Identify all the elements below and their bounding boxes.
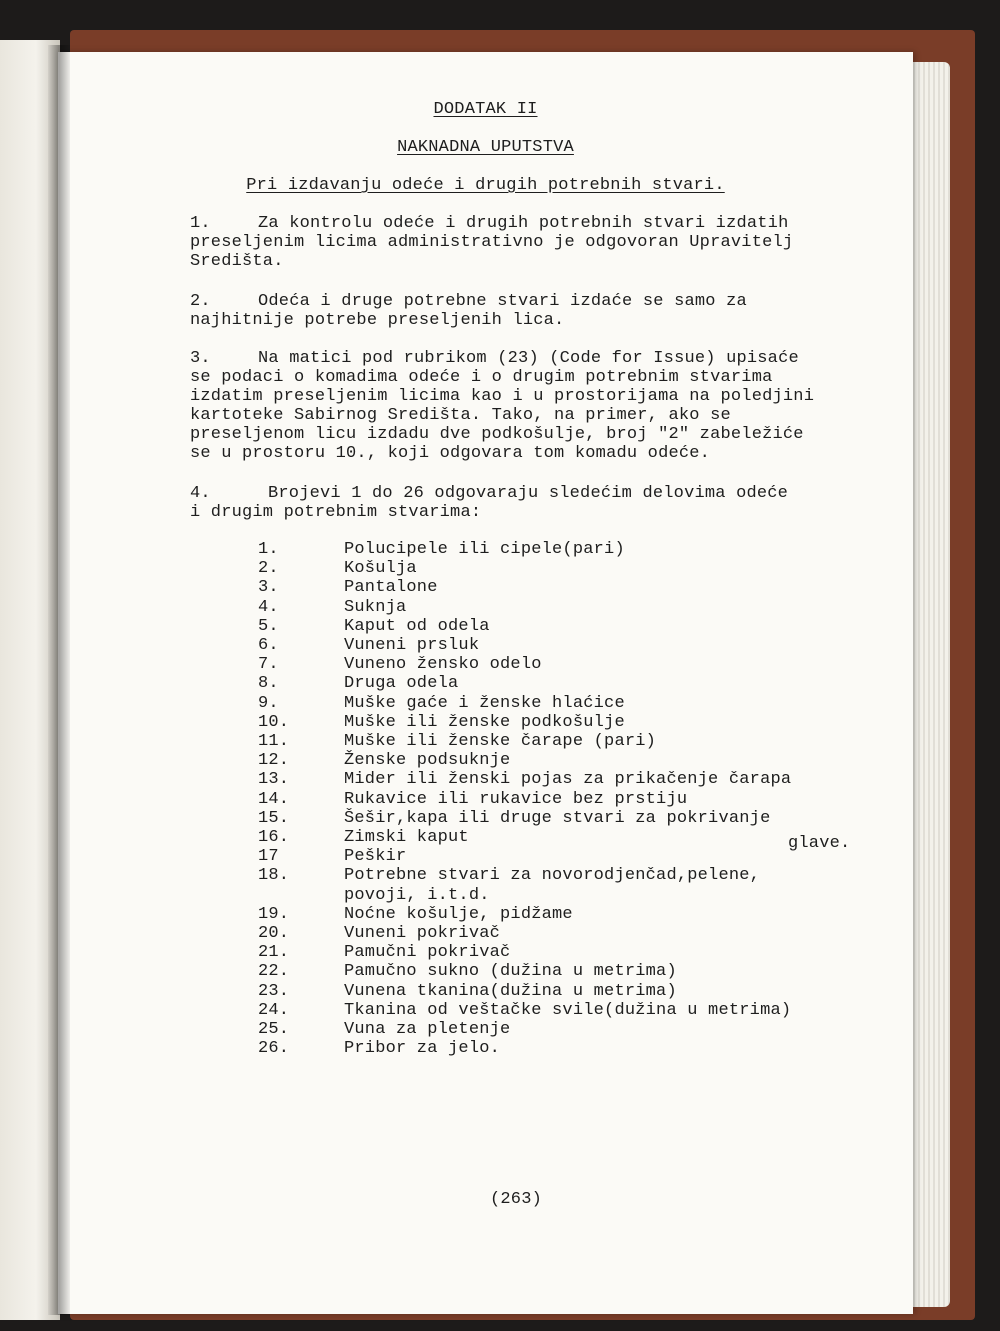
item-number: 13.	[258, 770, 290, 789]
item-number: 6.	[258, 636, 279, 655]
item-text: Peškir	[344, 847, 407, 866]
appendix-heading: DODATAK II	[433, 100, 538, 119]
paragraph-line: se podaci o komadima odeće i o drugim potrebnim stvarima	[190, 368, 773, 387]
item-number: 4.	[258, 598, 279, 617]
item-text: Suknja	[344, 598, 407, 617]
paragraph-number: 3.	[190, 349, 211, 368]
item-number: 25.	[258, 1020, 290, 1039]
item-number: 15.	[258, 809, 290, 828]
item-text: Košulja	[344, 559, 417, 578]
item-number: 23.	[258, 982, 290, 1001]
item-text: Pamučni pokrivač	[344, 943, 511, 962]
item-number: 9.	[258, 694, 279, 713]
item-number: 7.	[258, 655, 279, 674]
item-text: Muške ili ženske podkošulje	[344, 713, 625, 732]
paragraph-line: i drugim potrebnim stvarima:	[190, 503, 482, 522]
item-text: Vuna za pletenje	[344, 1020, 511, 1039]
item-number: 2.	[258, 559, 279, 578]
item-text: Noćne košulje, pidžame	[344, 905, 573, 924]
item-number: 10.	[258, 713, 290, 732]
paragraph-line: preseljenim licima administrativno je odgovoran Upravitelj	[190, 233, 794, 252]
item-15-continuation: glave.	[788, 834, 851, 853]
item-number: 19.	[258, 905, 290, 924]
item-text: Tkanina od veštačke svile(dužina u metrima)	[344, 1001, 792, 1020]
item-number: 3.	[258, 578, 279, 597]
paragraph-number: 1.	[190, 214, 211, 233]
item-number: 8.	[258, 674, 279, 693]
item-number: 17	[258, 847, 279, 866]
item-number: 22.	[258, 962, 290, 981]
document-page	[58, 52, 913, 1314]
item-text: Muške gaće i ženske hlaćice	[344, 694, 625, 713]
spine-shadow	[48, 45, 70, 1315]
paragraph-line: izdatim preseljenim licima kao i u prostorijama na poledjini	[190, 387, 815, 406]
paragraph-number: 2.	[190, 292, 211, 311]
item-text: Polucipele ili cipele(pari)	[344, 540, 625, 559]
item-number: 12.	[258, 751, 290, 770]
paragraph-line: Za kontrolu odeće i drugih potrebnih stvari izdatih	[258, 214, 789, 233]
item-number: 20.	[258, 924, 290, 943]
item-text: Kaput od odela	[344, 617, 490, 636]
item-text: Zimski kaput	[344, 828, 469, 847]
paragraph-line: Na matici pod rubrikom (23) (Code for Issue) upisaće	[258, 349, 799, 368]
paragraph-line: Brojevi 1 do 26 odgovaraju sledećim delovima odeće	[268, 484, 789, 503]
item-number: 16.	[258, 828, 290, 847]
item-text: Mider ili ženski pojas za prikačenje čarapa	[344, 770, 792, 789]
item-number: 18.	[258, 866, 290, 885]
item-number: 26.	[258, 1039, 290, 1058]
item-text: Pribor za jelo.	[344, 1039, 501, 1058]
item-text: Šešir,kapa ili druge stvari za pokrivanje	[344, 809, 771, 828]
item-number: 24.	[258, 1001, 290, 1020]
item-text: Vuneni pokrivač	[344, 924, 501, 943]
item-text: Ženske podsuknje	[344, 751, 511, 770]
page-number: (263)	[490, 1190, 543, 1209]
item-text: Muške ili ženske čarape (pari)	[344, 732, 657, 751]
paragraph-line: se u prostoru 10., koji odgovara tom komadu odeće.	[190, 444, 711, 463]
item-text: povoji, i.t.d.	[344, 886, 490, 905]
section-subheading: Pri izdavanju odeće i drugih potrebnih stvari.	[246, 176, 725, 195]
item-number: 11.	[258, 732, 290, 751]
paragraph-line: preseljenom licu izdadu dve podkošulje, broj "2" zabeležiće	[190, 425, 804, 444]
paragraph-number: 4.	[190, 484, 211, 503]
instructions-heading: NAKNADNA UPUTSTVA	[397, 138, 574, 157]
item-number: 1.	[258, 540, 279, 559]
item-text: Pantalone	[344, 578, 438, 597]
paragraph-line: Odeća i druge potrebne stvari izdaće se samo za	[258, 292, 747, 311]
paragraph-line: najhitnije potrebe preseljenih lica.	[190, 311, 565, 330]
item-number: 14.	[258, 790, 290, 809]
item-number: 21.	[258, 943, 290, 962]
item-text: Pamučno sukno (dužina u metrima)	[344, 962, 677, 981]
paragraph-line: Središta.	[190, 252, 284, 271]
item-text: Vuneni prsluk	[344, 636, 480, 655]
item-text: Rukavice ili rukavice bez prstiju	[344, 790, 688, 809]
paragraph-line: kartoteke Sabirnog Središta. Tako, na primer, ako se	[190, 406, 731, 425]
item-text: Vuneno žensko odelo	[344, 655, 542, 674]
item-text: Potrebne stvari za novorodjenčad,pelene,	[344, 866, 761, 885]
item-text: Vunena tkanina(dužina u metrima)	[344, 982, 677, 1001]
item-number: 5.	[258, 617, 279, 636]
item-text: Druga odela	[344, 674, 459, 693]
